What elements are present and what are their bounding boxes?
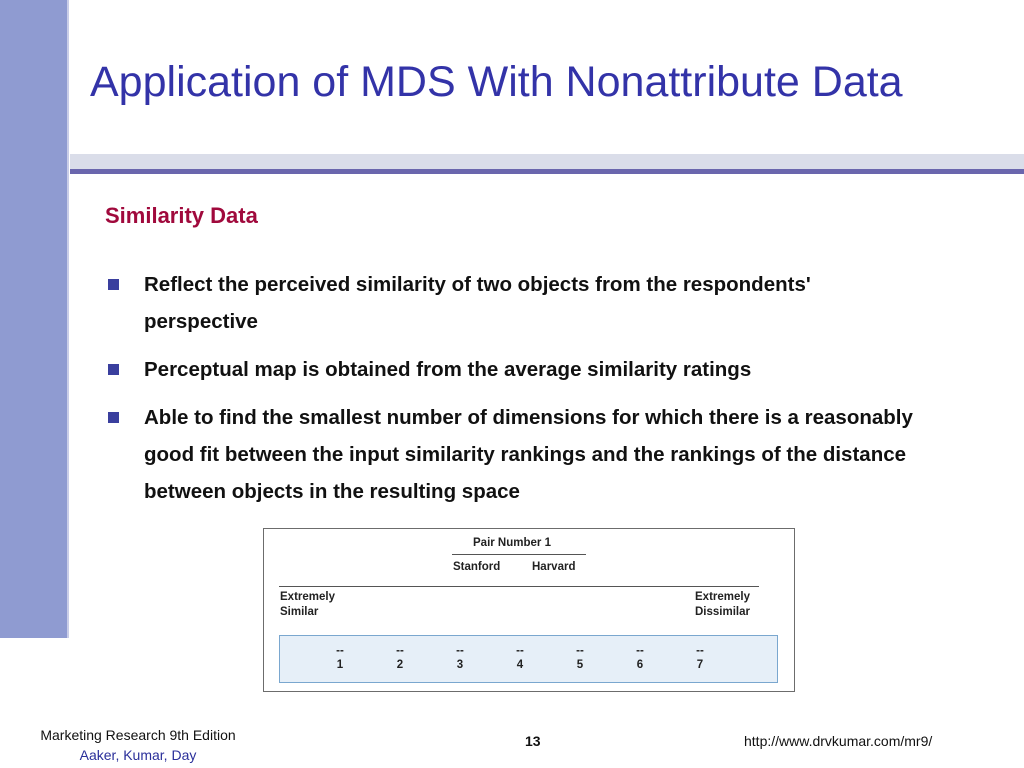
- footer-citation: [18, 725, 258, 765]
- bullet-item: [105, 266, 844, 340]
- left-anchor-line1: Extremely: [280, 591, 335, 603]
- bullet-square-icon: [108, 364, 119, 375]
- right-anchor-line2: Dissimilar: [695, 606, 750, 618]
- bullet-square-icon: [108, 279, 119, 290]
- pair-heading-rule: [452, 554, 586, 555]
- bullet-text: Able to find the smallest number of dimensions for which there is a reasonably good fit between the input similarity rankings and the rankings of the distance between objects in the resulting space: [144, 406, 913, 503]
- similarity-scale-figure: [263, 528, 795, 692]
- rating-option-6[interactable]: -- 6: [636, 645, 644, 671]
- object-a-label: Stanford: [453, 561, 501, 573]
- rating-option-1[interactable]: -- 1: [336, 645, 344, 671]
- rating-option-3[interactable]: -- 3: [456, 645, 464, 671]
- bullet-square-icon: [108, 412, 119, 423]
- pair-heading: Pair Number 1: [473, 537, 551, 549]
- rating-option-7[interactable]: -- 7: [696, 645, 704, 671]
- slide-title: Application of MDS With Nonattribute Data: [90, 58, 903, 106]
- bullet-list: [105, 266, 965, 521]
- section-subtitle: Similarity Data: [105, 203, 258, 228]
- scale-top-rule: [279, 586, 759, 587]
- rating-option-5[interactable]: -- 5: [576, 645, 584, 671]
- right-anchor-line1: Extremely: [695, 591, 750, 603]
- footer-book-title: Marketing Research 9th Edition: [40, 727, 236, 743]
- rating-option-4[interactable]: -- 4: [516, 645, 524, 671]
- footer-url-link[interactable]: http://www.drvkumar.com/mr9/: [744, 733, 933, 749]
- rating-option-2[interactable]: -- 2: [396, 645, 404, 671]
- rating-scale: [279, 635, 778, 683]
- title-divider-light: [70, 154, 1024, 169]
- object-b-label: Harvard: [532, 561, 576, 573]
- left-accent-bar: [0, 0, 69, 638]
- footer-authors: Aaker, Kumar, Day: [79, 747, 197, 763]
- bullet-text: Reflect the perceived similarity of two objects from the respondents' perspective: [144, 273, 811, 333]
- bullet-item: [105, 399, 954, 510]
- bullet-text: Perceptual map is obtained from the average similarity ratings: [144, 358, 752, 381]
- title-divider-dark: [70, 169, 1024, 174]
- page-number: 13: [525, 733, 541, 749]
- bullet-item: [105, 351, 965, 388]
- left-anchor-line2: Similar: [280, 606, 319, 618]
